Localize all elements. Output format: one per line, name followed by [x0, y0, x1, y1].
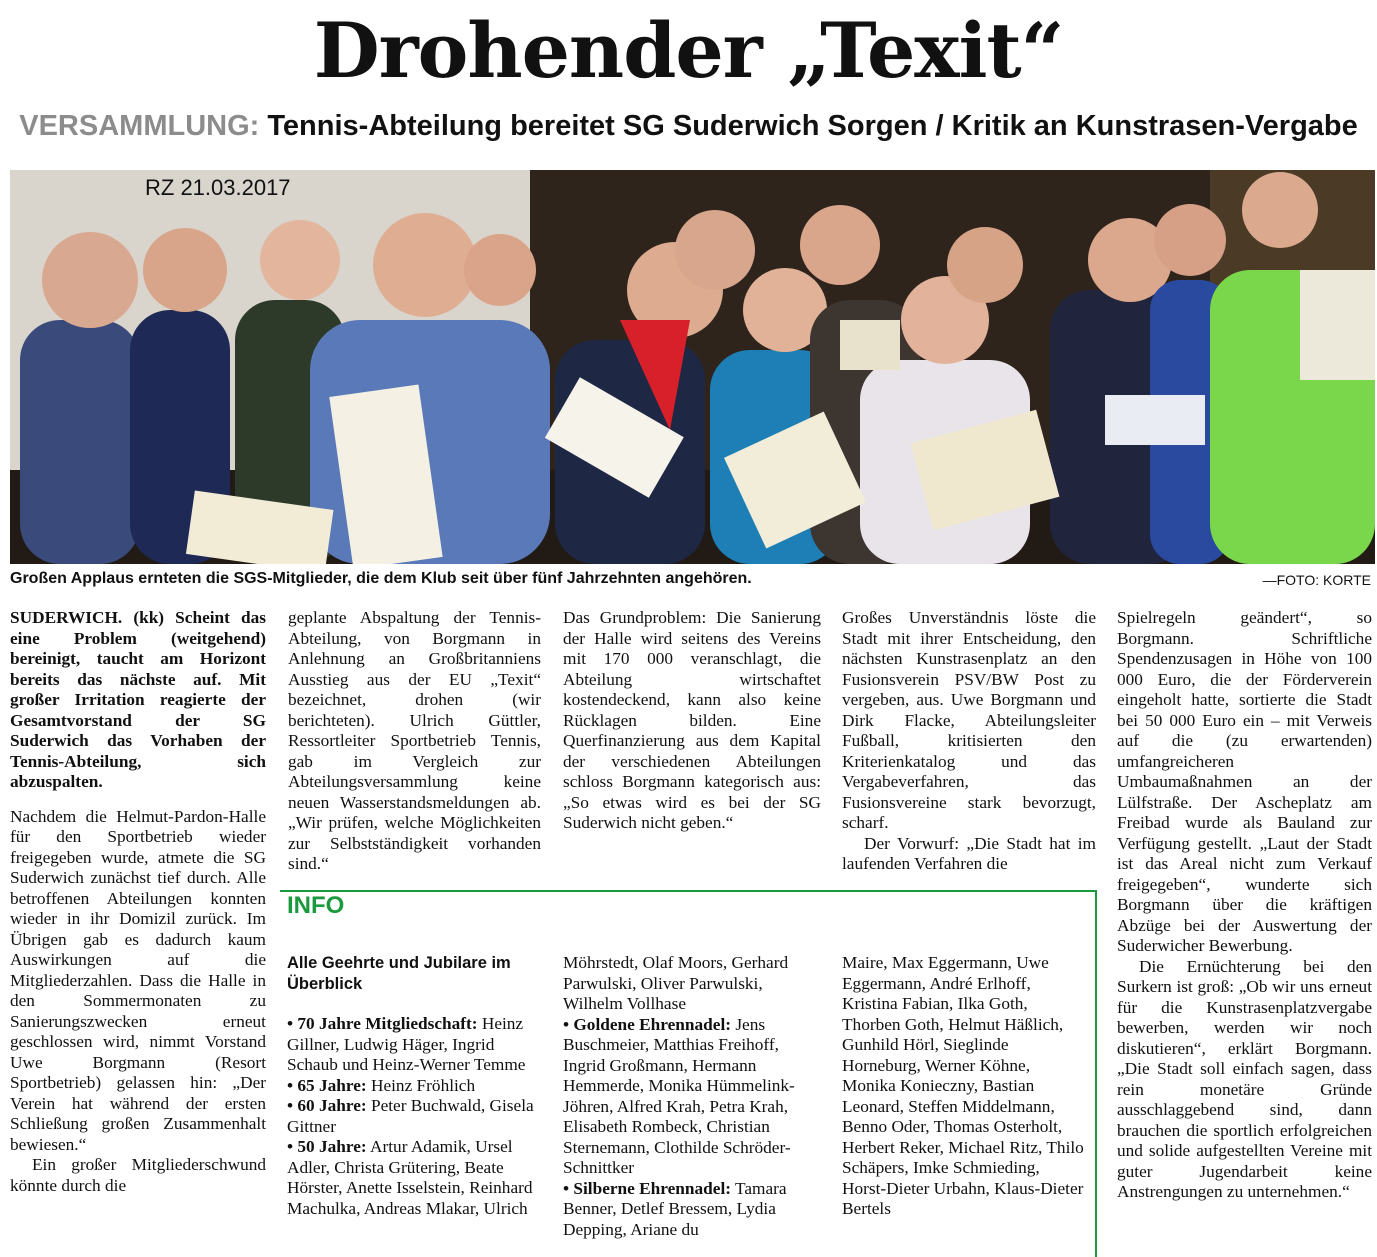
honor-names: Jens Buschmeier, Matthias Freihoff, Ingrid Großmann, Hermann Hemmerde, Monika Hümmelink-Jöhren, Alfred Krah, Petra Krah, Elisabeth Rombeck, Christian Sternemann, Clothilde Schröder-Schnittker	[563, 1014, 795, 1177]
honor-label: • 70 Jahre Mitgliedschaft:	[287, 1014, 478, 1033]
honor-names: Artur Adamik, Ursel Adler, Christa Grütering, Beate Hörster, Anette Isselstein, Reinhard Machulka, Andreas Mlakar, Ulrich	[287, 1137, 533, 1218]
article-lead: SUDERWICH. (kk) Scheint das eine Problem (weitgehend) bereinigt, taucht am Horizont bereits das nächste auf. Mit großer Irritation reagierte der Gesamtvorstand der SG Suderwich das Vorhaben der Tennis-Abteilung, sich abzuspalten.	[10, 608, 266, 791]
honor-group-silver	[563, 1179, 821, 1241]
honor-label: • 60 Jahre:	[287, 1096, 367, 1115]
article-column-1	[10, 608, 266, 1196]
article-paragraph: Der Vorwurf: „Die Stadt hat im laufenden Verfahren die	[842, 833, 1096, 873]
honor-label: • Goldene Ehrennadel:	[563, 1014, 732, 1034]
photo-credit: —FOTO: KORTE	[1262, 572, 1371, 588]
honor-group-70	[287, 1014, 540, 1076]
honor-group-65	[287, 1076, 540, 1097]
honor-label: • 65 Jahre:	[287, 1075, 367, 1095]
info-subtitle: Alle Geehrte und Jubilare im Überblick	[287, 954, 511, 993]
info-title: INFO	[287, 892, 345, 919]
date-stamp: RZ 21.03.2017	[145, 175, 291, 200]
honor-group-50	[287, 1137, 540, 1219]
honor-group-60	[287, 1096, 540, 1137]
honor-group-gold	[563, 1015, 821, 1179]
honor-label: • 50 Jahre:	[287, 1137, 367, 1156]
article-paragraph: Ein großer Mitgliederschwund könnte durch die	[10, 1155, 266, 1195]
article-paragraph: Nachdem die Helmut-Pardon-Halle für den Sportbetrieb wieder freigegeben wurde, atmete die SG Suderwich zunächst tief durch. Alle betroffenen Abteilungen konnten wieder in ihr Domizil zurück. Im Übrigen gab es dadurch kaum Auswirkungen auf die Mitgliederzahlen. Dass die Halle in den Sommermonaten zu Sanierungszwecken erneut geschlossen wird, nimmt Vorstand Uwe Borgmann (Resort Sportbetrieb) gelassen hin: „Der Verein hat während der ersten Schließung großen Zusammenhalt bewiesen.“	[10, 806, 266, 1154]
info-column-1	[287, 953, 540, 1219]
honor-names: Tamara Benner, Detlef Bressem, Lydia Depping, Ariane du	[563, 1178, 787, 1239]
article-column-3	[563, 608, 821, 834]
info-column-3	[842, 953, 1087, 1220]
honor-names: Heinz Fröhlich	[366, 1075, 476, 1095]
headline: Drohender „Texit“	[313, 6, 1064, 95]
group-photo	[10, 170, 1375, 564]
article-paragraph: Die Ernüchterung bei den Surkern ist groß: „Ob wir uns erneut für die Kunstrasenplatzvergabe bewerben, werden wir noch diskutieren“, erklärt Borgmann. „Die Stadt soll einfach sagen, dass rein monetäre Gründe ausschlaggebend sind, dann brauchen die sportlich erfolgreichen und solide aufgestellten Vereine mit guter Jugendarbeit keine Anstrengungen zu unternehmen.“	[1117, 956, 1372, 1201]
honor-names: Peter Buchwald, Gisela Gittner	[287, 1096, 534, 1136]
honor-label: • Silberne Ehrennadel:	[563, 1178, 732, 1198]
article-paragraph: Großes Unverständnis löste die Stadt mit ihrer Entscheidung, den nächsten Kunstrasenplatz an den Fusionsverein PSV/BW Post zu vergeben, aus. Uwe Borgmann und Dirk Flacke, Abteilungsleiter Fußball, kritisierten den Kriterienkatalog und das Vergabeverfahren, das Fusionsvereine stark bevorzugt, scharf.	[842, 608, 1096, 832]
subhead-kicker: VERSAMMLUNG:	[19, 110, 260, 142]
info-column-2	[563, 953, 821, 1240]
article-column-5	[1117, 608, 1372, 1203]
honor-names: Möhrstedt, Olaf Moors, Gerhard Parwulski, Oliver Parwulski, Wilhelm Vollhase	[563, 953, 789, 1013]
subhead-text: Tennis-Abteilung bereitet SG Suderwich Sorgen / Kritik an Kunstrasen-Vergabe	[267, 110, 1358, 142]
subheadline	[0, 108, 1377, 144]
article-column-2	[288, 608, 541, 875]
article-paragraph: Spielregeln geändert“, so Borgmann. Schriftliche Spendenzusagen in Höhe von 100 000 Euro, die der Förderverein eingeholt hatte, sortierte die Stadt bei 50 000 Euro ein – mit Verweis auf die (zu erwartenden) umfangreicheren Umbaumaßnahmen an der Lülfstraße. Der Ascheplatz am Freibad wurde als Bauland zur Verfügung gestellt. „Laut der Stadt ist das Areal nicht zum Verkauf freigegeben“, wunderte sich Borgmann über die kräftigen Abzüge bei der Auswertung der Suderwicher Bewerbung.	[1117, 608, 1372, 955]
article-column-4	[842, 608, 1096, 875]
photo-caption: Großen Applaus ernteten die SGS-Mitglieder, die dem Klub seit über fünf Jahrzehnten angehören.	[10, 570, 752, 587]
article-paragraph: Das Grundproblem: Die Sanierung der Halle wird seitens des Vereins mit 170 000 veranschlagt, die Abteilung wirtschaftet kostendeckend, kann also keine Rücklagen bilden. Eine Querfinanzierung aus dem Kapital der verschiedenen Abteilungen schloss Borgmann kategorisch aus: „So etwas wird es bei der SG Suderwich nicht geben.“	[563, 608, 821, 832]
article-paragraph: geplante Abspaltung der Tennis-Abteilung, von Borgmann in Anlehnung an Großbritanniens Ausstieg aus der EU „Texit“ bezeichnet, drohen (wir berichteten). Ulrich Güttler, Ressortleiter Sportbetrieb Tennis, gab im Vergleich zur Abteilungsversammlung keine neuen Wasserstandsmeldungen ab. „Wir prüfen, welche Möglichkeiten zur Selbstständigkeit vorhanden sind.“	[288, 608, 541, 873]
honor-names: Maire, Max Eggermann, Uwe Eggermann, André Erlhoff, Kristina Fabian, Ilka Goth, Thorben Goth, Helmut Häßlich, Gunhild Hörl, Sieglinde Horneburg, Werner Köhne, Monika Konieczny, Bastian Leonard, Steffen Middelmann, Benno Oder, Thomas Osterholt, Herbert Reker, Michael Ritz, Thilo Schäpers, Imke Schmieding, Horst-Dieter Urbahn, Klaus-Dieter Bertels	[842, 953, 1084, 1218]
honor-names: Heinz Gillner, Ludwig Häger, Ingrid Schaub und Heinz-Werner Temme	[287, 1014, 526, 1074]
